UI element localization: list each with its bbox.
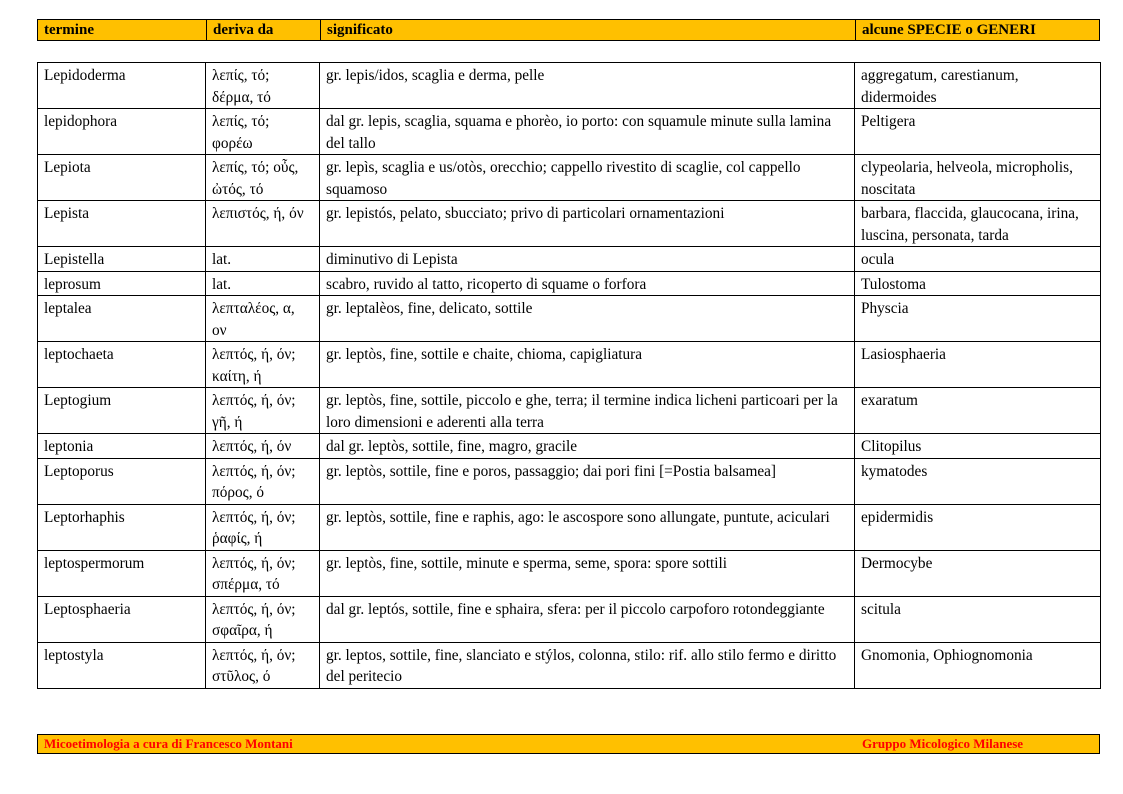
cell-deriva-da: λεπτός, ή, όν [206,434,320,459]
footer-organization: Gruppo Micologico Milanese [862,736,1024,751]
cell-specie-generi: Tulostoma [855,271,1101,296]
cell-specie-generi: kymatodes [855,458,1101,504]
cell-termine: Lepidoderma [38,63,206,109]
header-specie-generi: alcune SPECIE o GENERI [855,20,1099,40]
cell-specie-generi: exaratum [855,388,1101,434]
table-header-bar [37,19,1100,41]
cell-termine: leptalea [38,296,206,342]
cell-significato: gr. leptòs, sottile, fine e poros, passaggio; dai pori fini [=Postia balsamea] [320,458,855,504]
table-row [38,155,1101,201]
cell-termine: Lepiota [38,155,206,201]
table-row [38,504,1101,550]
table-row [38,342,1101,388]
cell-specie-generi: Peltigera [855,109,1101,155]
cell-termine: leptospermorum [38,550,206,596]
table-row [38,642,1101,688]
cell-specie-generi: Dermocybe [855,550,1101,596]
cell-termine: leptostyla [38,642,206,688]
cell-deriva-da: lat. [206,271,320,296]
cell-termine: Lepista [38,201,206,247]
cell-specie-generi: Clitopilus [855,434,1101,459]
table-row [38,271,1101,296]
cell-significato: gr. lepis/idos, scaglia e derma, pelle [320,63,855,109]
table-row [38,434,1101,459]
cell-specie-generi: scitula [855,596,1101,642]
cell-specie-generi: ocula [855,247,1101,272]
cell-specie-generi: clypeolaria, helveola, micropholis, noscitata [855,155,1101,201]
table-row [38,109,1101,155]
cell-significato: dal gr. leptòs, sottile, fine, magro, gracile [320,434,855,459]
cell-deriva-da: lat. [206,247,320,272]
footer-bar [37,734,1100,754]
cell-specie-generi: Lasiosphaeria [855,342,1101,388]
table-row [38,596,1101,642]
cell-significato: gr. leptòs, fine, sottile e chaite, chioma, capigliatura [320,342,855,388]
etymology-table [37,62,1101,689]
cell-termine: Leptoporus [38,458,206,504]
cell-termine: leprosum [38,271,206,296]
cell-termine: Lepistella [38,247,206,272]
table-row [38,296,1101,342]
cell-deriva-da: λεπίς, τό; δέρμα, τό [206,63,320,109]
cell-specie-generi: barbara, flaccida, glaucocana, irina, luscina, personata, tarda [855,201,1101,247]
cell-significato: dal gr. leptós, sottile, fine e sphaira, sfera: per il piccolo carpoforo rotondeggiante [320,596,855,642]
header-significato: significato [320,20,855,40]
header-termine: termine [44,22,94,38]
table-row [38,458,1101,504]
cell-specie-generi: Gnomonia, Ophiognomonia [855,642,1101,688]
cell-deriva-da: λεπιστός, ή, όν [206,201,320,247]
cell-deriva-da: λεπίς, τό; φορέω [206,109,320,155]
cell-termine: leptonia [38,434,206,459]
cell-deriva-da: λεπταλέος, α, ον [206,296,320,342]
cell-termine: lepidophora [38,109,206,155]
footer-author: Micoetimologia a cura di Francesco Montani [44,736,293,751]
table-row [38,388,1101,434]
header-deriva-da: deriva da [206,20,320,40]
cell-significato: scabro, ruvido al tatto, ricoperto di squame o forfora [320,271,855,296]
cell-deriva-da: λεπίς, τό; οὖς, ὠτός, τό [206,155,320,201]
cell-significato: gr. leptos, sottile, fine, slanciato e stýlos, colonna, stilo: rif. allo stilo fermo e diritto del peritecio [320,642,855,688]
cell-significato: gr. leptòs, fine, sottile, piccolo e ghe, terra; il termine indica licheni particoari per la loro dimensioni e aderenti alla terra [320,388,855,434]
cell-termine: leptochaeta [38,342,206,388]
cell-deriva-da: λεπτός, ή, όν; ῥαφίς, ή [206,504,320,550]
cell-significato: gr. leptòs, sottile, fine e raphis, ago: le ascospore sono allungate, puntute, aciculari [320,504,855,550]
cell-significato: gr. leptalèos, fine, delicato, sottile [320,296,855,342]
cell-deriva-da: λεπτός, ή, όν; σπέρμα, τό [206,550,320,596]
table-row [38,201,1101,247]
table-row [38,63,1101,109]
cell-significato: diminutivo di Lepista [320,247,855,272]
cell-termine: Leptosphaeria [38,596,206,642]
cell-deriva-da: λεπτός, ή, όν; στῦλος, ό [206,642,320,688]
cell-significato: dal gr. lepis, scaglia, squama e phorèo, io porto: con squamule minute sulla lamina del tallo [320,109,855,155]
cell-deriva-da: λεπτός, ή, όν; σφαῖρα, ή [206,596,320,642]
cell-specie-generi: aggregatum, carestianum, didermoides [855,63,1101,109]
etymology-table-body [38,63,1101,689]
cell-significato: gr. lepìs, scaglia e us/otòs, orecchio; cappello rivestito di scaglie, col cappello squamoso [320,155,855,201]
cell-specie-generi: Physcia [855,296,1101,342]
cell-termine: Leptorhaphis [38,504,206,550]
cell-deriva-da: λεπτός, ή, όν; καίτη, ή [206,342,320,388]
table-row [38,550,1101,596]
cell-deriva-da: λεπτός, ή, όν; πόρος, ό [206,458,320,504]
cell-deriva-da: λεπτός, ή, όν; γῆ, ή [206,388,320,434]
cell-significato: gr. lepistós, pelato, sbucciato; privo di particolari ornamentazioni [320,201,855,247]
cell-specie-generi: epidermidis [855,504,1101,550]
cell-significato: gr. leptòs, fine, sottile, minute e sperma, seme, spora: spore sottili [320,550,855,596]
table-row [38,247,1101,272]
cell-termine: Leptogium [38,388,206,434]
